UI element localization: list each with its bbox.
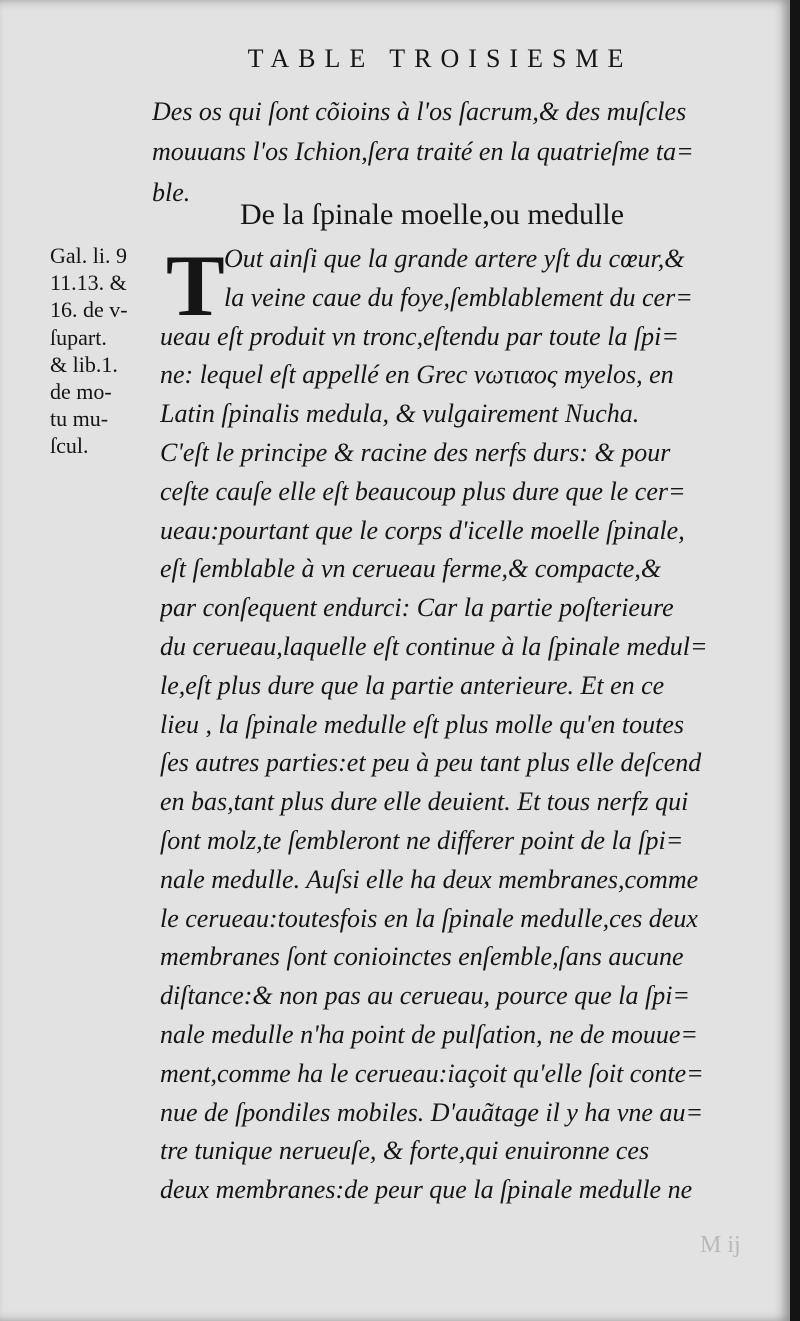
- text-line: nue de ſpondiles mobiles. D'auãtage il y ha vne au=: [160, 1097, 704, 1127]
- text-line: deux membranes:de peur que la ſpinale medulle ne: [160, 1175, 693, 1205]
- text-line: ſont molz,te ſembleront ne differer point de la ſpi=: [160, 825, 684, 855]
- margin-note-line: ſupart.: [50, 324, 107, 350]
- text-line: du cerueau,laquelle eſt continue à la ſpinale medul=: [160, 631, 708, 661]
- text-line: la veine caue du foye,ſemblablement du cer=: [224, 282, 693, 312]
- text-line: ueau:pourtant que le corps d'icelle moelle ſpinale,: [160, 515, 685, 545]
- margin-note: [50, 242, 154, 460]
- section-heading: De la ſpinale moelle,ou medulle: [240, 198, 625, 231]
- text-line: nale medulle n'ha point de pulſation, ne de mouue=: [160, 1019, 698, 1049]
- text-line: C'eſt le principe & racine des nerfs durs: & pour: [160, 437, 671, 467]
- margin-note-line: de mo-: [50, 379, 112, 405]
- text-line: en bas,tant plus dure elle deuient. Et tous nerfz qui: [160, 787, 689, 817]
- drop-cap: T: [166, 238, 225, 335]
- text-line: lieu , la ſpinale medulle eſt plus molle qu'en toutes: [160, 709, 685, 739]
- folio-mark: M ij: [700, 1232, 741, 1258]
- text-line: eſt ſemblable à vn cerueau ferme,& compacte,&: [160, 554, 662, 584]
- text-line: ceſte cauſe elle eſt beaucoup plus dure que le cer=: [160, 476, 686, 506]
- body-paragraph: [160, 240, 778, 1210]
- text-line: ne: lequel eſt appellé en Grec νωτιαος myelos, en: [160, 360, 674, 390]
- margin-note-line: 16. de v-: [50, 297, 128, 323]
- text-line: mouuans l'os Ichion,ſera traité en la quatrieſme ta=: [152, 137, 694, 167]
- text-line: Des os qui ſont cõioins à l'os ſacrum,& des muſcles: [152, 97, 687, 126]
- text-line: ment,comme ha le cerueau:iaçoit qu'elle ſoit conte=: [160, 1058, 704, 1088]
- text-line: ueau eſt produit vn tronc,eſtendu par toute la ſpi=: [160, 321, 679, 351]
- running-head: TABLE TROISIESME: [247, 44, 633, 73]
- margin-note-line: 11.13. &: [50, 270, 127, 296]
- intro-paragraph: [152, 92, 778, 213]
- text-line: Out ainſi que la grande artere yſt du cœur,&: [224, 244, 685, 273]
- margin-note-line: & lib.1.: [50, 351, 118, 377]
- text-line: le,eſt plus dure que la partie anterieure. Et en ce: [160, 670, 665, 700]
- text-line: tre tunique nerueuſe, & forte,qui enuironne ces: [160, 1136, 650, 1166]
- text-line: Latin ſpinalis medula, & vulgairement Nucha.: [160, 399, 640, 429]
- text-line: membranes ſont conioinctes enſemble,ſans aucune: [160, 942, 684, 972]
- text-line: par conſequent endurci: Car la partie poſterieure: [160, 593, 674, 623]
- text-line: ſes autres parties:et peu à peu tant plus elle deſcend: [160, 748, 702, 778]
- text-line: nale medulle. Auſsi elle ha deux membranes,comme: [160, 864, 699, 894]
- text-line: diſtance:& non pas au cerueau, pource que la ſpi=: [160, 981, 690, 1011]
- margin-note-line: ſcul.: [50, 433, 89, 459]
- margin-note-line: Gal. li. 9: [50, 243, 127, 268]
- text-line: le cerueau:toutesfois en la ſpinale medulle,ces deux: [160, 903, 698, 933]
- text-line: ble.: [152, 177, 191, 207]
- margin-note-line: tu mu-: [50, 406, 109, 432]
- book-gutter: [790, 0, 800, 1321]
